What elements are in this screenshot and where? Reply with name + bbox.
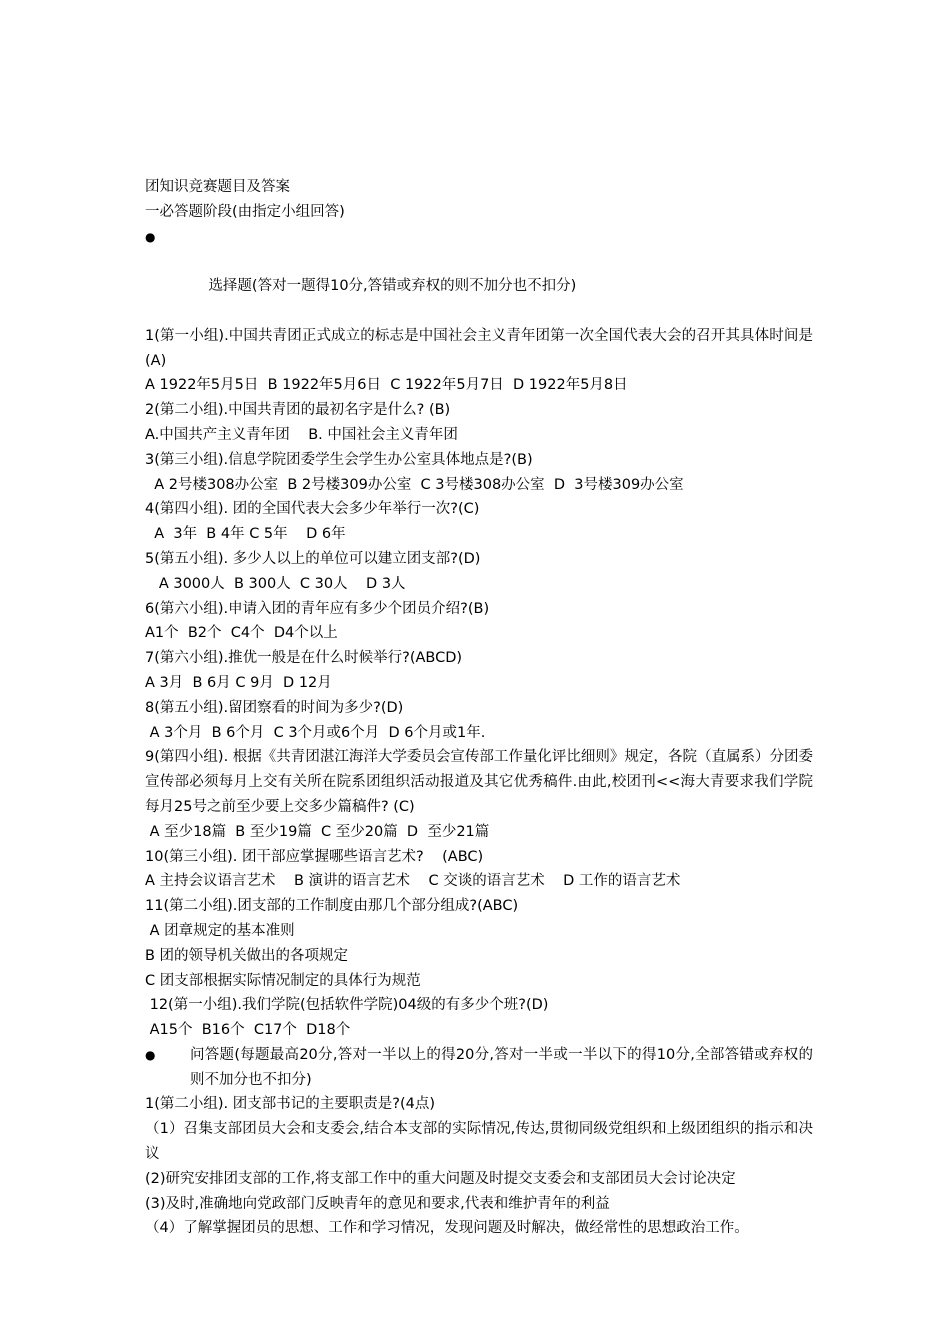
question-9: 9(第四小组). 根据《共青团湛江海洋大学委员会宣传部工作量化评比细则》规定，各院（直属系）分团委宣传部必须每月上交有关所在院系团组织活动报道及其它优秀稿件.由此,校团刊<<海大青要求我们学院每月25号之前至少要上交多少篇稿件? (C) — [145, 749, 813, 815]
question-10-options: A 主持会议语言艺术 B 演讲的语言艺术 C 交谈的语言艺术 D 工作的语言艺术 — [145, 873, 681, 890]
question-3-options: A 2号楼308办公室 B 2号楼309办公室 C 3号楼308办公室 D 3号楼309办公室 — [145, 476, 684, 493]
bullet-text: 选择题(答对一题得10分,答错或弃权的则不加分也不扣分) — [208, 278, 577, 295]
question-1-options: A 1922年5月5日 B 1922年5月6日 C 1922年5月7日 D 1922年5月8日 — [145, 377, 628, 394]
essay-answer-1: （1）召集支部团员大会和支委会,结合本支部的实际情况,传达,贯彻同级党组织和上级团组织的指示和决议 — [145, 1121, 813, 1163]
bullet-item-essay — [145, 1043, 813, 1093]
question-5: 5(第五小组). 多少人以上的单位可以建立团支部?(D) — [145, 550, 481, 567]
question-11-option-a: A 团章规定的基本准则 — [145, 922, 295, 939]
question-11-option-c: C 团支部根据实际情况制定的具体行为规范 — [145, 972, 421, 989]
question-8: 8(第五小组).留团察看的时间为多少?(D) — [145, 699, 404, 716]
question-5-options: A 3000人 B 300人 C 30人 D 3人 — [145, 575, 406, 592]
question-2-options: A.中国共产主义青年团 B. 中国社会主义青年团 — [145, 426, 458, 443]
essay-question-1: 1(第二小组). 团支部书记的主要职责是?(4点) — [145, 1096, 435, 1113]
question-1: 1(第一小组).中国共青团正式成立的标志是中国社会主义青年团第一次全国代表大会的召开其具体时间是(A) — [145, 327, 813, 369]
question-6-options: A1个 B2个 C4个 D4个以上 — [145, 625, 338, 642]
bullet-text: 问答题(每题最高20分,答对一半以上的得20分,答对一半或一半以下的得10分,全部答错或弃权的则不加分也不扣分) — [190, 1046, 813, 1088]
bullet-item-choice — [145, 225, 813, 324]
bullet-dot-icon: ● — [145, 1047, 156, 1062]
question-7-options: A 3月 B 6月 C 9月 D 12月 — [145, 674, 332, 691]
document-body — [145, 175, 813, 1241]
essay-answer-4: （4）了解掌握团员的思想、工作和学习情况，发现问题及时解决，做经常性的思想政治工作。 — [145, 1220, 749, 1237]
section-heading: 一必答题阶段(由指定小组回答) — [145, 203, 345, 220]
essay-answer-3: (3)及时,准确地向党政部门反映青年的意见和要求,代表和维护青年的利益 — [145, 1195, 610, 1212]
document-title: 团知识竞赛题目及答案 — [145, 179, 290, 195]
question-8-options: A 3个月 B 6个月 C 3个月或6个月 D 6个月或1年. — [145, 724, 486, 741]
question-4-options: A 3年 B 4年 C 5年 D 6年 — [145, 526, 346, 543]
essay-answer-2: (2)研究安排团支部的工作,将支部工作中的重大问题及时提交支委会和支部团员大会讨论决定 — [145, 1170, 736, 1187]
question-12-options: A15个 B16个 C17个 D18个 — [145, 1022, 351, 1039]
question-6: 6(第六小组).申请入团的青年应有多少个团员介绍?(B) — [145, 600, 490, 617]
question-11: 11(第二小组).团支部的工作制度由那几个部分组成?(ABC) — [145, 898, 519, 915]
question-10: 10(第三小组). 团干部应掌握哪些语言艺术? (ABC) — [145, 848, 484, 865]
question-2: 2(第二小组).中国共青团的最初名字是什么? (B) — [145, 402, 451, 419]
bullet-dot-icon: ● — [145, 229, 156, 244]
question-9-options: A 至少18篇 B 至少19篇 C 至少20篇 D 至少21篇 — [145, 823, 490, 840]
question-11-option-b: B 团的领导机关做出的各项规定 — [145, 947, 349, 964]
question-7: 7(第六小组).推优一般是在什么时候举行?(ABCD) — [145, 650, 463, 667]
question-3: 3(第三小组).信息学院团委学生会学生办公室具体地点是?(B) — [145, 451, 533, 468]
question-4: 4(第四小组). 团的全国代表大会多少年举行一次?(C) — [145, 501, 480, 518]
question-12: 12(第一小组).我们学院(包括软件学院)04级的有多少个班?(D) — [145, 997, 549, 1014]
